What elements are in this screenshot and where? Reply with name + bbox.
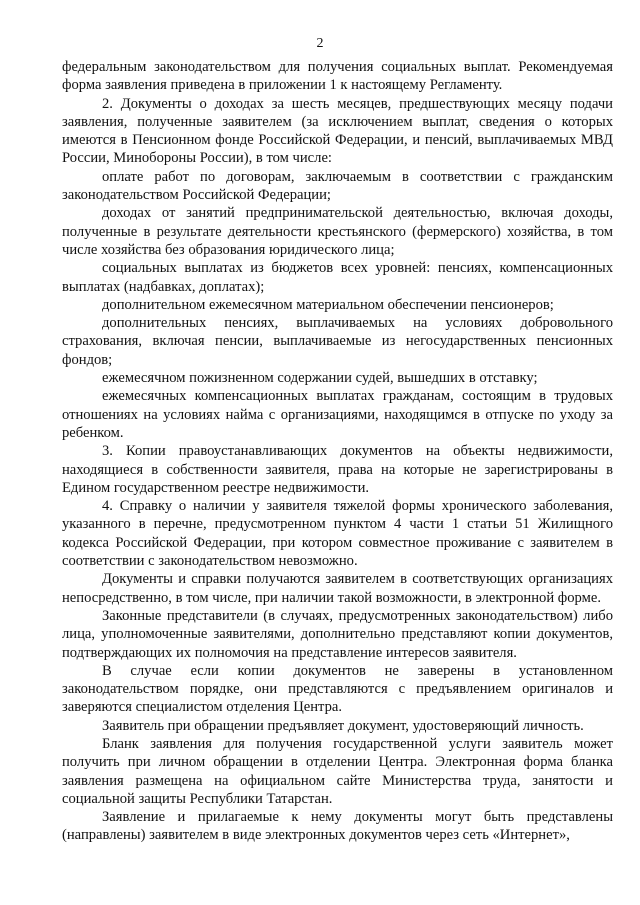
page-number: 2: [316, 36, 324, 51]
paragraph-application-form: Бланк заявления для получения государственной услуги заявитель может получить при личном обращении в отделении Центра. Электронная форма бланка заявления размещена на официальном сайте Министерства труда, занятости и социальной защиты Республики Татарстан.: [62, 735, 613, 807]
paragraph-social-payments: социальных выплатах из бюджетов всех уровней: пенсиях, компенсационных выплатах (надбавках, доплатах);: [62, 260, 613, 295]
paragraph-legal-representatives: Законные представители (в случаях, предусмотренных законодательством) либо лица, уполномоченные заявителями, дополнительно представляют копии документов, подтверждающих их полномочия на представление интересов заявителя.: [62, 607, 613, 661]
paragraph-property-documents: 3. Копии правоустанавливающих документов на объекты недвижимости, находящиеся в собственности заявителя, права на которые не зарегистрированы в Едином государственном реестре недвижимости.: [62, 443, 613, 496]
paragraph-income-documents: 2. Документы о доходах за шесть месяцев, предшествующих месяцу подачи заявления, полученные заявителем (за исключением выплат, сведения о которых имеются в Пенсионном фонде Российской Федерации, и пенсий, выплачиваемых МВД России, Минобороны России), в том числе:: [62, 95, 613, 167]
paragraph-documents-obtained: Документы и справки получаются заявителем в соответствующих организациях непосредственно, в том числе, при наличии такой возможности, в электронной форме.: [62, 571, 613, 606]
paragraph-identity-document: Заявитель при обращении предъявляет документ, удостоверяющий личность.: [102, 717, 584, 734]
paragraph-continuation: федеральным законодательством для получения социальных выплат. Рекомендуемая форма заявления приведена в приложении 1 к настоящему Регламенту.: [62, 59, 613, 94]
paragraph-pensioner-support: дополнительном ежемесячном материальном обеспечении пенсионеров;: [102, 296, 554, 313]
paragraph-additional-pensions: дополнительных пенсиях, выплачиваемых на условиях добровольного страхования, включая пенсии, выплачиваемые из негосударственных пенсионных фондов;: [62, 315, 613, 368]
paragraph-electronic-submission: Заявление и прилагаемые к нему документы могут быть представлены (направлены) заявителем в виде электронных документов через сеть «Интернет»,: [62, 809, 613, 844]
paragraph-parental-leave-payments: ежемесячных компенсационных выплатах гражданам, состоящим в трудовых отношениях на условиях найма с организациями, находящимся в отпуске по уходу за ребенком.: [62, 388, 613, 441]
paragraph-uncertified-copies: В случае если копии документов не заверены в установленном законодательством порядке, они представляются с предъявлением оригиналов и заверяются специалистом отделения Центра.: [62, 662, 613, 716]
paragraph-judges-allowance: ежемесячном пожизненном содержании судей, вышедших в отставку;: [102, 370, 538, 387]
document-body: [62, 58, 613, 845]
paragraph-illness-certificate: 4. Справку о наличии у заявителя тяжелой формы хронического заболевания, указанного в перечне, предусмотренном пунктом 4 части 1 статьи 51 Жилищного кодекса Российской Федерации, при котором совместное проживание с заявителем в соответствии с законодательством невозможно.: [62, 498, 613, 570]
paragraph-contract-payments: оплате работ по договорам, заключаемым в соответствии с гражданским законодательством Российской Федерации;: [62, 168, 613, 204]
paragraph-business-income: доходах от занятий предпринимательской деятельностью, включая доходы, полученные в результате деятельности крестьянского (фермерского) хозяйства, в том числе хозяйства без образования юридического лица;: [62, 205, 613, 258]
